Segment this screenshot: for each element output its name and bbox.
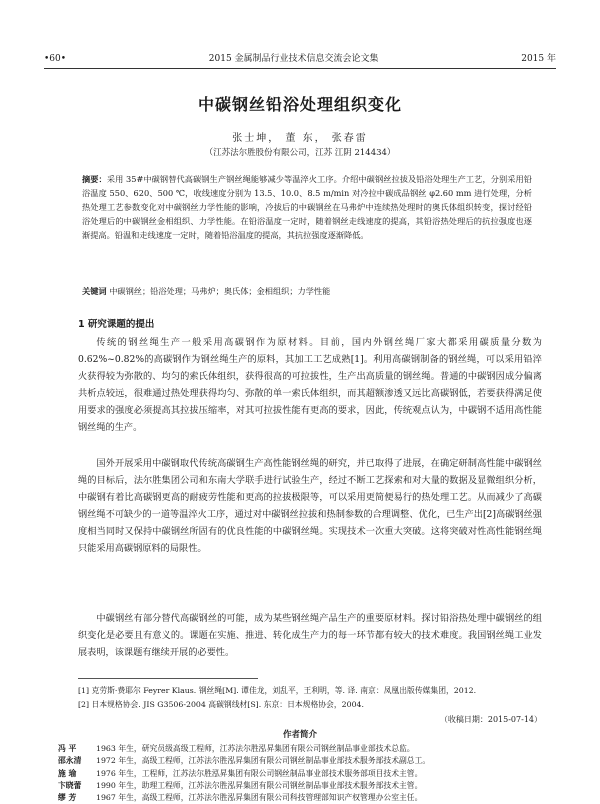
body-paragraph-1 xyxy=(78,334,542,436)
author-bio xyxy=(58,792,550,804)
keywords-label: 关键词 xyxy=(82,286,107,296)
bio-text: 1972 年生，高级工程师，江苏法尔胜泓昇集团有限公司钢丝制品事业部技术服务部技术副总工。 xyxy=(96,756,431,766)
journal-year: 2015 年 xyxy=(521,54,556,64)
section-heading: 1 研究课题的提出 xyxy=(78,319,155,330)
bio-text: 1963 年生，研究员级高级工程师，江苏法尔胜泓昇集团有限公司钢丝制品事业部技术总监。 xyxy=(96,744,415,753)
body-paragraph-3 xyxy=(78,610,542,661)
references xyxy=(78,684,542,712)
journal-name: 2015 金属制品行业技术信息交流会论文集 xyxy=(208,54,379,64)
article-title: 中碳钢丝铅浴处理组织变化 xyxy=(197,95,402,114)
abstract-text: 采用 35#中碳钢替代高碳钢生产钢丝绳能够减少等温淬火工序。介绍中碳钢丝拉拔及铅浴处理生产工艺，分别采用铅浴温度 550、620、500 ℃，收线速度分别为 13.5、10.0、8.5 m/min 对冷拉中碳成品钢丝 φ2.60 mm 进行处理，分析热处理工艺参数变化对中碳钢丝力学性能的影响，冷拔后的中碳钢丝在马弗炉中连续热处理时的奥氏体组织转变，探讨经铅浴处理后的中碳钢丝金相组织、力学性能。在铅浴温度一定时，随着钢丝走线速度的提高，其铅浴热处理后的抗拉强度也逐渐提高。铅温和走线速度一定时，随着铅浴温度的提高，其抗拉强度逐渐降低。 xyxy=(82,174,532,240)
author-bio xyxy=(58,743,550,755)
paragraph-text: 国外开展采用中碳钢取代传统高碳钢生产高性能钢丝绳的研究，并已取得了进展，在确定研制高性能中碳钢丝绳的目标后，法尔胜集团公司和东南大学联手进行试验生产，经过不断工艺探索和对大量的数据及显微组织分析，中碳钢有着比高碳钢更高的耐疲劳性能和更高的拉拔极限等，可以采用更简便易行的热处理工艺。从而减少了高碳钢丝绳不可缺少的一道等温淬火工序，通过对中碳钢丝拉拔和热制参数的合理调整、优化，已生产出[2]高碳钢丝强度相当同时又保持中碳钢丝所固有的优良性能的中碳钢丝绳。实现技术一次重大突破。这将突破对性高性能钢丝绳只能采用高碳钢原料的局限性。 xyxy=(78,458,542,554)
author-bio-title: 作者简介 xyxy=(282,730,317,740)
bio-text: 1990 年生，助理工程师，江苏法尔胜泓昇集团有限公司钢丝制品事业部技术服务部技术主管。 xyxy=(96,780,423,790)
page-number: •60• xyxy=(44,54,67,64)
paragraph-text: 中碳钢丝有部分替代高碳钢丝的可能，成为某些钢丝绳产品生产的重要原材料。探讨铅浴热处理中碳钢丝的组织变化是必要且有意义的。课题在实施、推进、转化成生产力的每一环节都有较大的技术难度。我国钢丝绳工业发展表明，该课题有继续开展的必要性。 xyxy=(78,613,542,658)
keywords-text: 中碳钢丝；铅浴处理；马弗炉；奥氏体；金相组织；力学性能 xyxy=(109,286,331,296)
abstract xyxy=(82,172,532,242)
article-affiliation: （江苏法尔胜股份有限公司，江苏 江阴 214434） xyxy=(204,148,396,158)
bio-name: 邵永清 xyxy=(58,756,82,766)
bio-text: 1967 年生，高级工程师，江苏法尔胜泓昇集团有限公司科技管理部知识产权管理办公室主任。 xyxy=(96,793,423,803)
bio-name: 冯 平 xyxy=(58,744,77,753)
reference-item: [1] 克劳斯·费耶尔 Feyrer Klaus. 钢丝绳[M]. 谭佳龙，刘乱平，王利明，等. 译. 南京：凤凰出版传媒集团，2012. xyxy=(78,686,477,695)
author-bio xyxy=(58,755,550,767)
running-header xyxy=(44,52,556,66)
header-divider xyxy=(44,68,556,69)
bio-name: 缪 芳 xyxy=(58,793,77,803)
references-divider xyxy=(78,678,258,679)
author-bio xyxy=(58,780,550,792)
reference-item: [2] 日本规格协会. JIS G3506-2004 高碳钢线材[S]. 东京：日本规格协会，2004. xyxy=(78,700,364,709)
bio-name: 施 瑜 xyxy=(58,768,77,778)
keywords xyxy=(82,285,532,298)
received-date: （收稿日期：2015-07-14） xyxy=(439,715,542,724)
body-paragraph-2 xyxy=(78,455,542,557)
bio-name: 卞晓蕾 xyxy=(58,780,82,790)
article-authors: 张士坤， 董 东， 张春雷 xyxy=(232,133,368,144)
author-bios xyxy=(58,743,550,804)
author-bio xyxy=(58,768,550,780)
paragraph-text: 传统的钢丝绳生产一般采用高碳钢作为原材料。目前，国内外钢丝绳厂家大都采用碳质量分数为 0.62%~0.82%的高碳钢作为钢丝绳生产的原料，其加工工艺成熟[1]。利用高碳钢制备的钢丝绳，可以采用铅淬火获得较为弥散的、均匀的索氏体组织，获得很高的可拉拔性，生产出高质量的钢丝绳。普通的中碳钢因成分偏离共析点较远，很难通过热处理获得均匀、弥散的单一索氏体组织，而其超额渗透又远比高碳钢低，若要获得满足使用要求的强度必须提高其拉拔压缩率，对其可拉拔性能有更高的要求，因此，传统观点认为，中碳钢不适用高性能钢丝绳的生产。 xyxy=(78,337,542,433)
bio-text: 1976 年生，工程师，江苏法尔胜泓昇集团有限公司钢丝制品事业部技术服务部项目技术主管。 xyxy=(96,768,423,778)
abstract-label: 摘要： xyxy=(82,174,107,184)
